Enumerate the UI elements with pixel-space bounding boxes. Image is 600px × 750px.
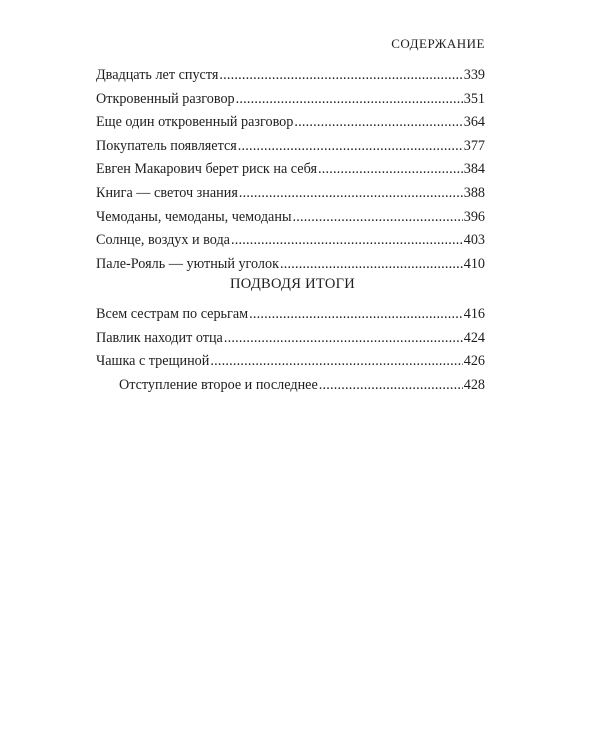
toc-entry[interactable] — [96, 303, 485, 327]
toc-leader — [238, 135, 463, 159]
toc-entry[interactable] — [96, 350, 485, 374]
toc-list-summary — [96, 303, 485, 397]
toc-leader — [239, 182, 463, 206]
toc-entry-page: 351 — [463, 90, 485, 107]
toc-entry-title: Еще один откровенный разговор — [96, 114, 294, 131]
toc-entry[interactable] — [96, 111, 485, 135]
toc-entry-title: Пале-Рояль — уютный уголок — [96, 255, 279, 272]
toc-entry-page: 388 — [463, 184, 485, 201]
toc-entry-indented[interactable] — [96, 374, 485, 398]
toc-entry[interactable] — [96, 88, 485, 112]
toc-leader — [231, 229, 463, 253]
toc-entry[interactable] — [96, 158, 485, 182]
toc-entry-page: 416 — [463, 306, 485, 322]
section-heading: ПОДВОДЯ ИТОГИ — [230, 276, 356, 292]
toc-leader — [319, 374, 463, 398]
toc-entry-page: 403 — [463, 232, 485, 249]
toc-entry-title: Книга — светоч знания — [96, 184, 238, 201]
toc-entry[interactable] — [96, 206, 485, 230]
toc-leader — [292, 206, 462, 230]
toc-entry-page: 424 — [463, 329, 485, 346]
toc-entry-title: Покупатель появляется — [96, 137, 237, 154]
toc-entry[interactable] — [96, 182, 485, 206]
toc-entry-page: 384 — [463, 161, 485, 178]
toc-entry[interactable] — [96, 229, 485, 253]
toc-entry-title: Откровенный разговор — [96, 90, 235, 107]
toc-entry-title: Чемоданы, чемоданы, чемоданы — [96, 208, 292, 225]
toc-entry-page: 339 — [463, 67, 485, 83]
toc-entry-title: Евген Макарович берет риск на себя — [96, 161, 317, 178]
toc-entry-title: Отступление второе и последнее — [119, 376, 318, 393]
toc-entry-page: 377 — [463, 137, 485, 154]
toc-entry-page: 428 — [463, 376, 485, 393]
toc-leader — [236, 88, 463, 112]
toc-leader — [249, 303, 463, 327]
toc-leader — [294, 111, 462, 135]
toc-entry-title: Чашка с трещиной — [96, 353, 210, 370]
toc-leader — [280, 253, 463, 277]
toc-entry[interactable] — [96, 253, 485, 277]
toc-entry-title: Павлик находит отца — [96, 329, 223, 346]
toc-leader — [224, 327, 463, 351]
toc-entry-page: 364 — [463, 114, 485, 131]
toc-entry-title: Солнце, воздух и вода — [96, 232, 230, 249]
toc-entry[interactable] — [96, 64, 485, 88]
toc-leader — [318, 158, 463, 182]
toc-entry-page: 396 — [463, 208, 485, 225]
toc-entry-title: Всем сестрам по серьгам — [96, 306, 249, 322]
toc-leader — [219, 64, 462, 88]
toc-list-main — [96, 64, 485, 276]
toc-entry[interactable] — [96, 327, 485, 351]
toc-entry-title: Двадцать лет спустя — [96, 67, 219, 83]
toc-entry-page: 426 — [463, 353, 485, 370]
running-head: СОДЕРЖАНИЕ — [391, 36, 485, 51]
toc-leader — [210, 350, 462, 374]
toc-entry[interactable] — [96, 135, 485, 159]
toc-entry-page: 410 — [463, 255, 485, 272]
